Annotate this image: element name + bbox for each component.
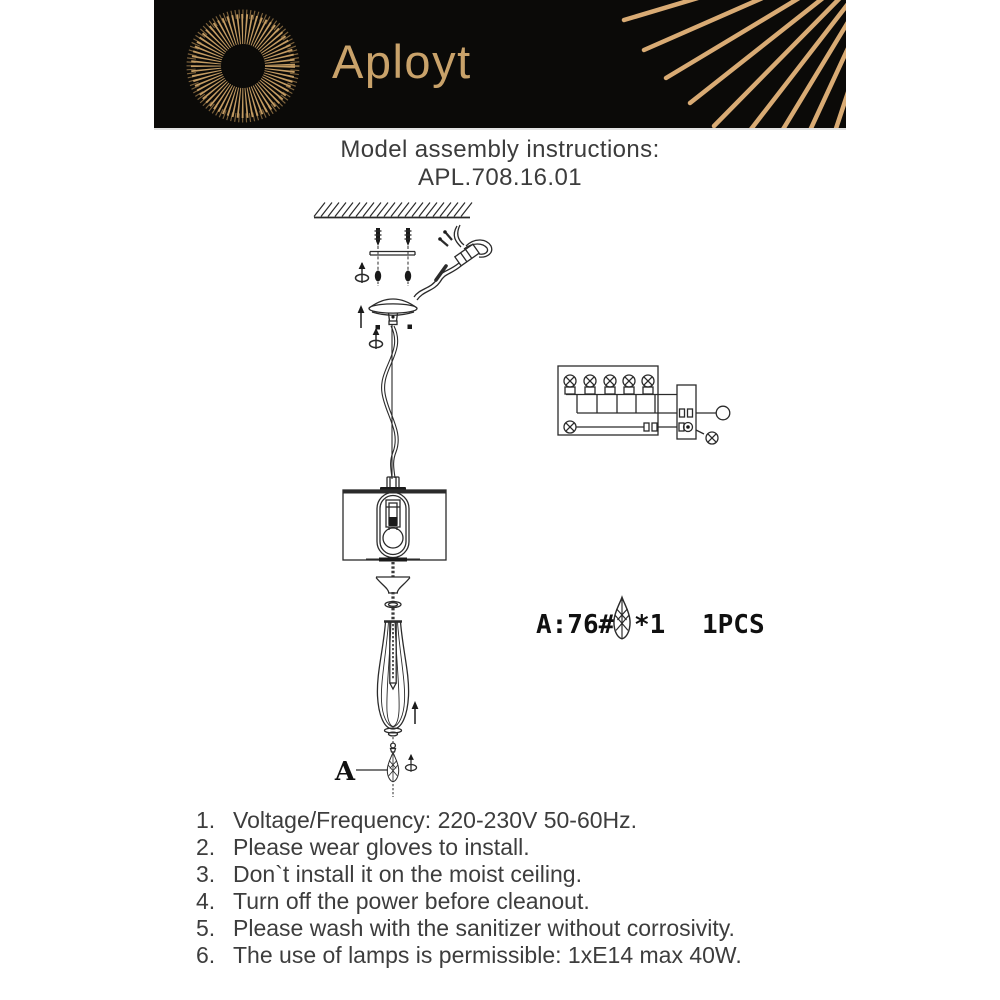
wire-connector — [414, 225, 492, 300]
crystal-icon — [614, 597, 630, 639]
suspension-cable — [382, 325, 399, 480]
instruction-item — [196, 888, 742, 915]
item-number: 1. — [196, 807, 216, 833]
part-quantity: *1 — [634, 610, 666, 640]
item-number: 2. — [196, 834, 216, 860]
brand-wordmark: Aployt — [332, 34, 472, 88]
ceiling-hatch — [314, 203, 472, 218]
instruction-item — [196, 942, 742, 969]
up-arrow-icon — [412, 701, 419, 724]
item-text: Turn off the power before cleanout. — [233, 888, 590, 914]
item-number: 6. — [196, 942, 216, 968]
socket — [386, 500, 400, 527]
bulb — [383, 528, 403, 548]
instruction-item — [196, 807, 742, 834]
model-number: APL.708.16.01 — [417, 164, 582, 191]
wiring-diagram — [558, 366, 730, 444]
item-text: Please wear gloves to install. — [233, 834, 530, 860]
cone-finial — [376, 562, 410, 621]
item-number: 4. — [196, 888, 216, 914]
pendant-label: A — [334, 757, 356, 787]
item-number: 3. — [196, 861, 216, 887]
lamp-symbol — [706, 432, 718, 444]
rotate-icon — [405, 754, 416, 772]
parts-note — [536, 597, 765, 640]
item-number: 5. — [196, 915, 216, 941]
part-pieces: 1PCS — [702, 610, 765, 640]
crystal-pendant — [387, 737, 398, 797]
screw-right — [405, 228, 412, 286]
switch-symbol — [716, 406, 730, 420]
up-arrow-icon — [358, 305, 365, 328]
rotate-icon — [356, 262, 369, 283]
page-title: Model assembly instructions: — [340, 136, 660, 163]
instruction-item — [196, 861, 742, 888]
instruction-item — [196, 834, 742, 861]
item-text: Please wash with the sanitizer without corrosivity. — [233, 915, 735, 941]
item-text: Voltage/Frequency: 220-230V 50-60Hz. — [233, 807, 638, 833]
canopy — [369, 299, 417, 325]
screw-left — [375, 228, 382, 286]
lampshade — [343, 477, 446, 562]
item-text: The use of lamps is permissible: 1xE14 max 40W. — [233, 942, 742, 968]
glass-drop — [377, 622, 408, 736]
instruction-item — [196, 915, 742, 942]
item-text: Don`t install it on the moist ceiling. — [233, 861, 582, 887]
screw-dot-right — [408, 325, 413, 330]
rotate-icon — [370, 328, 383, 349]
instructions-list — [196, 807, 742, 969]
part-code: A:76# — [536, 610, 615, 640]
